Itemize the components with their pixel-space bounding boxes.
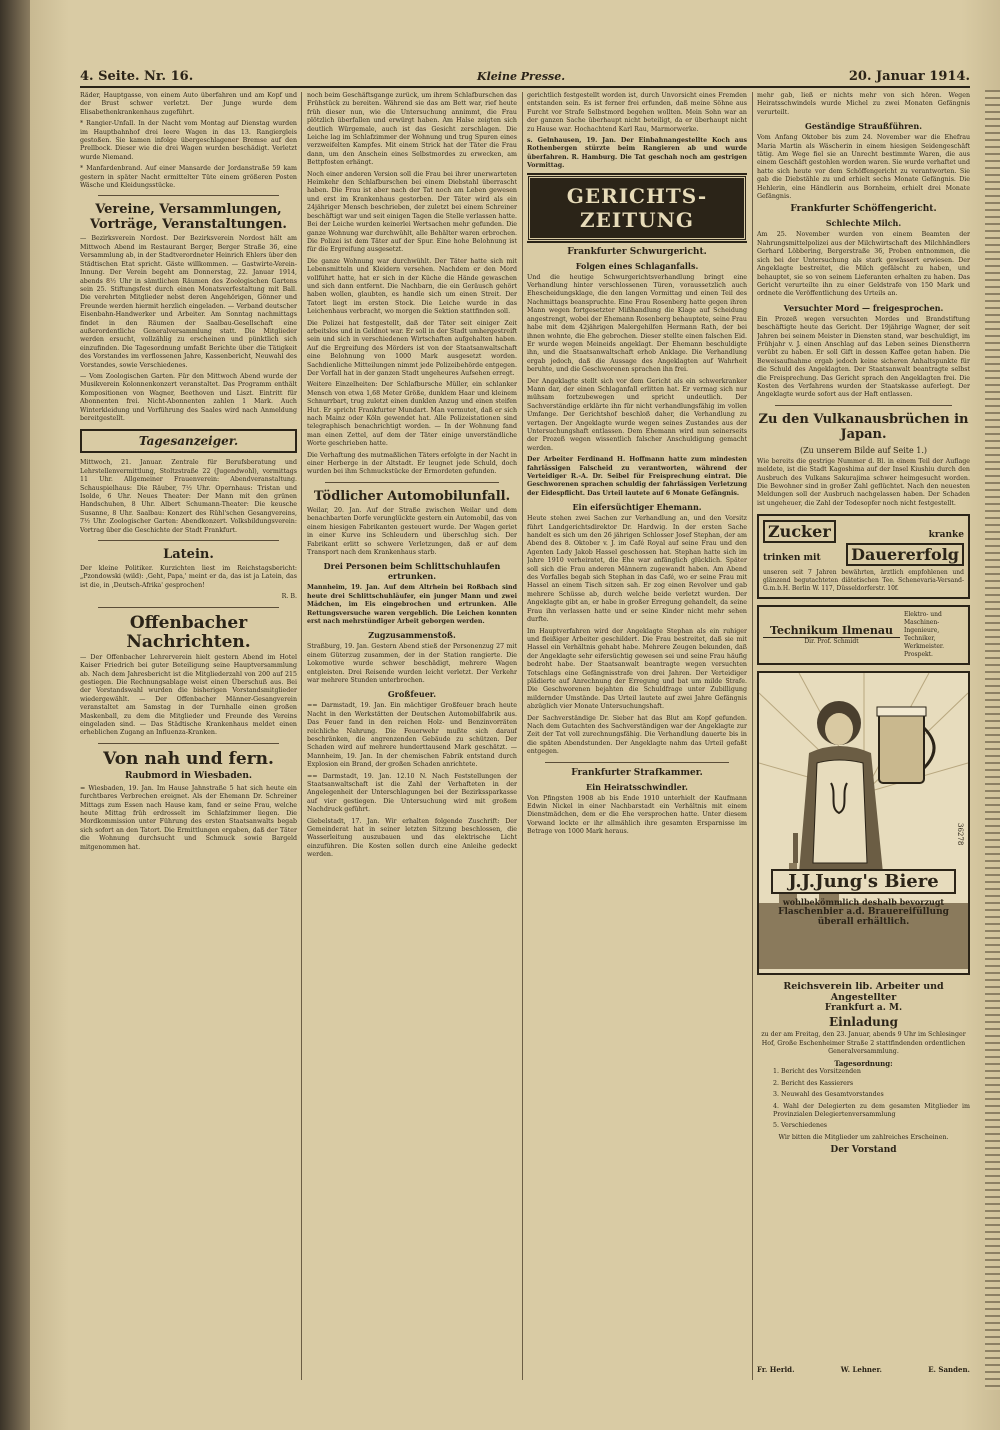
article-text: Weilar, 20. Jan. Auf der Straße zwischen Weilar und dem benachbarten Dorfe verunglückte gestern ein Automobil, das von einem hiesigen Fabrikanten gesteuert wurde. Der Wagen geriet in einer Kurve ins Schleudern und überschlug sich. Der Fabrikant erlitt so schwere Verletzungen, daß er auf dem Transport nach dem Krankenhaus starb. <box>307 506 517 556</box>
column-2 <box>307 92 517 1380</box>
article-text: == Darmstadt, 19. Jan. 12.10 N. Nach Feststellungen der Staatsanwaltschaft ist die Zahl der Verhafteten in der Angelegenheit der Unterschlagungen bei der Bezirkssparkasse auf vier gestiegen. Die Untersuchung wird mit großem Nachdruck geführt. <box>307 772 517 814</box>
article-text: Von Pfingsten 1908 ab bis Ende 1910 unterhielt der Kaufmann Edwin Nickel in einer Nachbarstadt ein Verhältnis mit einem Dienstmädchen, dem er die Ehe versprochen hatte. Unter diesem Vorwand lockte er ihr allmählich ihre gesamten Ersparnisse im Betrage von 1000 Mark heraus. <box>527 794 747 836</box>
article-heading: Zugzusammenstoß. <box>368 630 456 641</box>
article-text: — Bezirksverein Nordost. Der Bezirksverein Nordost hält am Mittwoch Abend im Restaurant Berger, Berger Straße 36, eine Versammlung ab, in der Stadtverordneter Heinrich Ehlers über den Städtischen Etat spricht. Gäste willkommen. — Gastwirte-Verein-Innung. Der Verein begeht am Donnerstag, 22. Januar 1914, abends 8½ Uhr in sämtlichen Räumen des Zoologischen Gartens sein 25. Stiftungsfest durch einen Monatsverfestaltung mit Ball. Die verehrten Mitglieder nebst deren Angehörigen, Gönner und Freunde werden hiermit herzlich eingeladen. — Verband deutscher Eisenbahn-Handwerker und Arbeiter. Am Sonntag nachmittags findet in den Räumen der Saalbau-Gesellschaft eine außerordentliche Generalversammlung statt. Die Mitglieder werden ersucht, vollzählig zu erscheinen und pünktlich sich einzufinden. Die Tagesordnung umfaßt Berichte über die Tätigkeit des Vorstandes im verflossenen Jahre, Kassenbericht, Neuwahl des Vorstandes, sowie Verschiedenes. <box>80 235 297 369</box>
announcement-agenda-title: Tagesordnung: <box>834 1059 893 1069</box>
agenda-item: 4. Wahl der Delegierten zu dem gesamten Mitglieder im Provinzialen Delegiertenversammlung <box>773 1102 970 1119</box>
article-text: Der Sachverständige Dr. Sieber hat das Blut am Kopf gefunden. Nach dem Gutachten des Sachverständigen war der Angeklagte zur Zeit der Tat voll zurechnungsfähig. Die Verhandlung dauerte bis in die späten Abendstunden. Der Angeklagte nahm das Urteil gefaßt entgegen. <box>527 714 747 756</box>
article-text: Am 25. November wurden von einem Beamten der Nahrungsmittelpolizei aus der Milchwirtschaft des Milchhändlers Gerhard Löbbering, Bergerstraße 36, Proben entnommen, die sich bei der Untersuchung als stark gewässert erwiesen. Der Angeklagte bestreitet, die Milch gefälscht zu haben, und behauptet, sie so von seinem Lieferanten erhalten zu haben. Das Gericht verurteilte ihn zu einer Geldstrafe von 150 Mark und ordnete die Veröffentlichung des Urteils an. <box>757 231 970 298</box>
article-subheading: Ein eifersüchtiger Ehemann. <box>572 502 702 513</box>
article-text: Die Polizei hat festgestellt, daß der Täter seit einiger Zeit arbeitslos und in Geldnot war. Er soll in der Stadt umhergestreift sein und sich in verschiedenen Wirtschaften aufgehalten haben. Auf die Ergreifung des Mörders ist von der Staatsanwaltschaft eine Belohnung von 1000 Mark ausgesetzt worden. Sachdienliche Mitteilungen nimmt jede Polizeibehörde entgegen. Der Vorfall hat in der ganzen Stadt ungeheures Aufsehen erregt. <box>307 319 517 377</box>
divider <box>98 195 279 196</box>
ad-line: überall erhältlich. <box>817 917 910 928</box>
announcement-einladung: Einladung <box>829 1015 898 1030</box>
paper-title: Kleine Presse. <box>477 69 566 83</box>
ad-line: Flaschenbier a.d. Brauereifüllung <box>778 907 949 918</box>
tagesanzeiger-heading: Tagesanzeiger. <box>80 429 297 453</box>
article-text: * Rangier-Unfall. In der Nacht vom Montag auf Dienstag wurden im Hauptbahnhof drei leere Wagen in das 13. Rangiergleis gestoßen. Sie kamen infolge übergeschlagener Bremse auf den Prellbock. Dieser wie die drei Wagen wurden beschädigt. Verletzt wurde Niemand. <box>80 120 297 161</box>
article-heading: Raubmord in Wiesbaden. <box>124 770 253 781</box>
column-rule <box>522 92 523 1380</box>
agenda-list <box>757 1068 970 1130</box>
article-text: Noch einer anderen Version soll die Frau bei ihrer unerwarteten Heimkehr den Schlafburschen bei einem Diebstahl überrascht haben. Die Frau ist aber nach der Tat noch am Leben gewesen und erst im Krankenhaus gestorben. Der Täter wird als ein 24jähriger Mensch beschrieben, der zuletzt bei einem Schreiner beschäftigt war und seit einigen Tagen die Stelle verlassen hatte. Bei der Leiche wurden keinerlei Wertsachen mehr gefunden. Die ganze Wohnung war durchwühlt, alle Behälter waren erbrochen. Die Polizei ist dem Täter auf der Spur. Eine hohe Belohnung ist für die Ergreifung ausgesetzt. <box>307 170 517 254</box>
article-subheading: (Zu unserem Bilde auf Seite 1.) <box>799 445 928 455</box>
column-rule <box>301 92 302 1380</box>
ad-word: kranke <box>928 530 964 541</box>
divider <box>775 405 952 406</box>
announcement-signatures <box>757 1365 970 1374</box>
announcement-title: Reichsverein lib. Arbeiter und Angestellter <box>783 981 944 1004</box>
article-text: = Wiesbaden, 19. Jan. Im Hause Jahnstraße 5 hat sich heute ein furchtbares Verbrechen ereignet. Als der Ehemann Dr. Schreiner Mittags zum Essen nach Hause kam, fand er seine Frau, welche heute Mittag früh erdrosselt im Schlafzimmer liegen. Die Mordkommission unter Führung des ersten Staatsanwalts begab sich sofort an den Tatort. Die Ermittlungen ergaben, daß der Täter die Wohnung durchsucht und Schmuck sowie Bargeld mitgenommen hat. <box>80 784 297 851</box>
article-text: Wie bereits die gestrige Nummer d. Bl. in einem Teil der Auflage meldete, ist die Stadt Kagoshima auf der Insel Kiushiu durch den Ausbruch des Vulkans Sakurajima schwer heimgesucht worden. Die Bewohner sind in großer Zahl geflüchtet. Nach den neuesten Meldungen soll der Ausbruch nachgelassen haben. Der Schaden ist ungeheuer, die Zahl der Todesopfer noch nicht festgestellt. <box>757 457 970 507</box>
beer-advertisement <box>757 671 970 975</box>
ad-line: wohlbekömmlich deshalb bevorzugt <box>782 897 945 908</box>
article-heading: Frankfurter Schöffengericht. <box>790 204 937 215</box>
ad-subtitle: Dir. Prof. Schmidt <box>804 638 859 646</box>
divider <box>325 482 499 483</box>
announcement-text: zu der am Freitag, den 23. Januar, abends 9 Uhr im Schlesinger Hof, Große Eschenheimer Straße 2 stattfindenden ordentlichen Generalversammlung. <box>761 1031 966 1056</box>
article-heading: Frankfurter Strafkammer. <box>571 767 703 778</box>
ad-text: Elektro- und Maschinen-Ingenieure, Techniker, Werkmeister. Prospekt. <box>904 611 945 659</box>
article-text: mehr gab, ließ er nichts mehr von sich hören. Wegen Heiratsschwindels wurde Michel zu zwei Monaten Gefängnis verurteilt. <box>757 92 970 116</box>
beer-ad-text <box>759 869 968 927</box>
divider <box>98 540 279 541</box>
divider <box>545 762 729 763</box>
page-header <box>80 66 970 88</box>
article-text: Giebelstadt, 17. Jan. Wir erhalten folgende Zuschrift: Der Gemeinderat hat in seiner letzten Sitzung beschlossen, die Wasserleitung auszubauen und das elektrische Licht einzuführen. Die Kosten sollen durch eine Anleihe gedeckt werden. <box>307 817 517 859</box>
gerichts-zeitung-banner: GERICHTS-ZEITUNG <box>527 175 747 241</box>
book-spine <box>0 0 30 1430</box>
section-heading: Latein. <box>163 547 214 563</box>
article-heading: Tödlicher Automobilunfall. <box>313 488 511 504</box>
article-text: Der kleine Politiker. Kurzichten liest im Reichstagsbericht: „Pzondowski (wild): ‚Geht, Papa,' meint er da, das ist ja Latein, das ist die, in ‚Deutsch-Afrika' gesprochen! <box>80 565 297 589</box>
ad-word: Zucker <box>763 520 836 543</box>
column-1 <box>80 92 297 1380</box>
article-text: Räder, Hauptgasse, von einem Auto überfahren und am Kopf und der Brust schwer verletzt. Der Junge wurde dem Elisabethenkrankenhaus zugeführt. <box>80 92 297 116</box>
article-text: Die Verhaftung des mutmaßlichen Täters erfolgte in der Nacht in einer Herberge in der Altstadt. Er leugnet jede Schuld, doch wurden bei ihm Schmuckstücke der Ermordeten gefunden. <box>307 451 517 476</box>
section-heading: Offenbacher Nachrichten. <box>126 612 251 652</box>
article-text: Weitere Einzelheiten: Der Schlafbursche Müller, ein schlanker Mensch von etwa 1,68 Meter Größe, dunklem Haar und kleinem Schnurrbart, trug zuletzt einen dunklen Anzug und einen steifen Hut. Er spricht Frankfurter Mundart. Man vermutet, daß er sich nach Mainz oder Köln gewendet hat. Alle Polizeistationen sind telegraphisch benachrichtigt worden. — In der Wohnung fand man einen Zettel, auf dem der Täter einige unverständliche Worte geschrieben hatte. <box>307 381 517 448</box>
article-text: — Der Offenbacher Lehrerverein hielt gestern Abend im Hotel Kaiser Friedrich bei guter Beteiligung seine Hauptversammlung ab. Nach dem Jahresbericht ist die Mitgliederzahl von 200 auf 215 gestiegen. Die Rechnungsablage weist einen Überschuß aus. Bei der Vorstandswahl wurden die bisherigen Vorstandsmitglieder wiedergewählt. — Der Offenbacher Männer-Gesangverein veranstaltet am Samstag in der Turnhalle einen großen Maskenball, zu dem die Mitglieder und Freunde des Vereins eingeladen sind. — Das Städtische Krankenhaus meldet einen erheblichen Zugang an Influenza-Kranken. <box>80 653 297 737</box>
article-heading: Frankfurter Schwurgericht. <box>567 246 707 257</box>
signature: Fr. Herld. <box>757 1365 795 1374</box>
ad-text: unseren seit 7 Jahren bewährten, ärztlich empfohlenen und glänzend begutachteten diätetischen Tee. Schenevaria-Versand-G.m.b.H. Berlin W. 117, Düsseldorferstr. 10f. <box>763 569 964 593</box>
article-subheading: Folgen eines Schlaganfalls. <box>575 260 699 271</box>
article-text: Mannheim, 19. Jan. Auf dem Altrhein bei Roßbach sind heute drei Schlittschuhläufer, ein junger Mann und zwei Mädchen, im Eis eingebrochen und ertrunken. Alle Rettungsversuche waren vergeblich. Die Leichen konnten erst nach mehrstündiger Arbeit geborgen werden. <box>307 584 517 625</box>
article-text: noch beim Geschäftsgange zurück, um ihrem Schlafburschen das Frühstück zu bereiten. Während sie das am Bett war, rief heute früh dieser nun, wie die Untersuchung annimmt, die Frau plötzlich überfallen und erwürgt haben. Am Halse zeigten sich deutlich Würgemale, auch ist das Gesicht zerschlagen. Die Leiche lag im Schlafzimmer der Wohnung und trug Spuren eines verzweifelten Kampfes. Mit einem Strick hat der Täter die Frau dann, um den Anschein eines Selbstmordes zu erwecken, am Bettpfosten erhängt. <box>307 92 517 167</box>
newspaper-page <box>30 0 1000 1430</box>
article-text: Mittwoch, 21. Januar. Zentrale für Berufsberatung und Lehrstellenvermittlung, Stoltzstraße 22 (Jugendwohl), vormittags 11 Uhr. Allgemeiner Frauenverein: Abendveranstaltung. Schauspielhaus: Die Räuber, 7½ Uhr. Opernhaus: Tristan und Isolde, 6 Uhr. Neues Theater: Der Mann mit den grünen Handschuhen, 8 Uhr. Albert Schumann-Theater: Die keusche Susanne, 8 Uhr. Saalbau: Konzert des Rühl'schen Gesangvereins, 7½ Uhr. Zoologischer Garten: Abendkonzert. Volksbildungsverein: Vortrag über die Geschichte der Stadt Frankfurt. <box>80 459 297 534</box>
article-text: Die ganze Wohnung war durchwühlt. Der Täter hatte sich mit Lebensmitteln und Kleidern versehen. Nachdem er den Mord vollführt hatte, hat er sich in der Küche die Hände gewaschen und sich dann entfernt. Die Nachbarn, die ein Geräusch gehört haben wollen, glaubten, es handle sich um einen Streit. Der Tatort liegt im ersten Stock. Die Leiche wurde in das Leichenhaus verbracht, wo morgen die Sektion stattfinden soll. <box>307 257 517 316</box>
column-rule <box>752 92 753 1380</box>
article-text: Ein Prozeß wegen versuchten Mordes und Brandstiftung beschäftigte heute das Gericht. Der 19jährige Wagner, der seit Jahren bei seinem Meister in Diensten stand, war beschuldigt, im Frühjahr v. J. einen Anschlag auf das Leben seines Dienstherrn verübt zu haben. Er soll Gift in dessen Kaffee getan haben. Die Beweisaufnahme ergab jedoch keine sicheren Anhaltspunkte für die Schuld des Angeklagten. Der Staatsanwalt beantragte selbst die Freisprechung. Das Gericht sprach den Angeklagten frei. Die Kosten des Verfahrens wurden der Staatskasse auferlegt. Der Angeklagte wurde sofort aus der Haft entlassen. <box>757 315 970 399</box>
signature: R. B. <box>281 593 297 601</box>
announcement-signoff: Der Vorstand <box>830 1145 897 1156</box>
article-text: Vom Anfang Oktober bis zum 24. November war die Ehefrau Maria Martin als Wäscherin in einem hiesigen Seidengeschäft tätig. Am Wege fiel sie an Unrecht bestimmte Waren, die aus einem Geschäft gestohlen worden waren. Sie wurde verhaftet und hatte sich heute vor dem Schöffengericht zu verantworten. Sie gab die Diebstähle zu und erhielt sechs Monate Gefängnis. Die Hehlerin, eine Händlerin aus Bornheim, erhielt drei Monate Gefängnis. <box>757 134 970 201</box>
signature: E. Sanden. <box>928 1365 970 1374</box>
article-subheading: Ein Heiratsschwindler. <box>586 781 688 792</box>
column-3 <box>527 92 747 1380</box>
ad-word: Dauererfolg <box>846 543 964 566</box>
announcement-city: Frankfurt a. M. <box>824 1003 903 1014</box>
agenda-item: 3. Neuwahl des Gesamtvorstandes <box>773 1091 884 1099</box>
divider <box>98 743 279 744</box>
divider <box>98 607 279 608</box>
article-heading: Großfeuer. <box>387 689 437 700</box>
article-heading: Zu den Vulkanausbrüchen in Japan. <box>758 411 969 442</box>
brand-name: J.J.Jung's Biere <box>771 869 956 894</box>
article-text: * Manfardenbrand. Auf einer Mansarde der Jordanstraße 59 kam gestern in später Nacht ermittelter Tüte einem größeren Posten Wäsche und Kleidungsstücke. <box>80 165 297 190</box>
article-text: Heute stehen zwei Sachen zur Verhandlung an, und den Vorsitz führt Landgerichtsdirektor Dr. Hardwig. In der ersten Sache handelt es sich um den 26 jährigen Schlosser Josef Stephan, der am Abend des 8. Oktober v. J. im Café Royal auf seine Frau und den Agenten Lady Jakob Hassel geschossen hat. Stephan hatte sich im Jahre 1910 verheiratet, die Ehe war anfänglich glücklich. Später soll sich die Frau anderen Männern zugewandt haben. Am Abend des Vorfalles begab sich Stephan in das Café, wo er seine Frau mit Hassel an einem Tisch sitzen sah. Er zog einen Revolver und gab mehrere Schüsse ab, durch welche beide verletzt wurden. Der Angeklagte gibt an, er habe in großer Erregung gehandelt, da seine Frau ihn verlassen hatte und er seine Kinder nicht mehr sehen durfte. <box>527 515 747 624</box>
article-subheading: Geständige Straußführen. <box>805 121 922 132</box>
ad-title: Technikum Ilmenau <box>763 624 900 638</box>
article-text: gerichtlich festgestellt worden ist, durch Unvorsicht eines Fremden entstanden sein. Es ist ferner frei erfunden, daß meine Söhne aus Furcht vor Strafe Selbstmord begehen wollten. Mein Sohn war an der ganzen Sache überhaupt nicht beteiligt, da er überhaupt nicht zu Hause war. Hochachtend Karl Rau, Marmorwerke. <box>527 92 747 133</box>
signature: W. Lehner. <box>840 1365 882 1374</box>
article-subheading: Schlechte Milch. <box>825 218 902 229</box>
announcement-text: Wir bitten die Mitglieder um zahlreiches Erscheinen. <box>778 1133 949 1141</box>
next-page-edge <box>985 90 1000 1390</box>
article-text: == Darmstadt, 19. Jan. Ein mächtiger Großfeuer brach heute Nacht in den Werkstätten der Deutschen Automobilfabrik aus. Das Feuer fand in den reichen Holz- und Benzinvorräten reichliche Nahrung. Die Feuerwehr mußte sich darauf beschränken, die angrenzenden Gebäude zu schützen. Der Schaden wird auf mehrere hunderttausend Mark geschätzt. — Mannheim, 19. Jan. In der chemischen Fabrik entstand durch Explosion ein Brand, der großen Schaden anrichtete. <box>307 702 517 769</box>
article-text: s. Gelnhausen, 19. Jan. Der Einbahnangestellte Koch aus Rothenbergen stürzte beim Rangieren ab und wurde überfahren. R. Hamburg. Die Tat geschah noch am gestrigen Vormittag. <box>527 137 747 170</box>
article-subheading: Versuchter Mord — freigesprochen. <box>783 302 944 313</box>
article-text: Der Angeklagte stellt sich vor dem Gericht als ein schwerkranker Mann dar, der einen Schlaganfall erlitten hat. Er vermag sich nur mühsam fortzubewegen und spricht undeutlich. Der Sachverständige erklärte ihn für nicht verhandlungsfähig im vollen Umfange. Der Gerichtshof beschloß daher, die Verhandlung zu vertagen. Der Angeklagte wurde wegen seines Zustandes aus der Untersuchungshaft entlassen. Dem Ehemann wird nun seinerseits der Prozeß wegen wissentlich falscher Anschuldigung gemacht werden. <box>527 377 747 452</box>
article-text: Der Arbeiter Ferdinand H. Hoffmann hatte zum mindesten fahrlässigen Falscheid zu verantworten, während der Verteidiger R.-A. Dr. Seibel für Freisprechung eintrat. Die Geschworenen sprachen schuldig der fahrlässigen Verletzung der Eidespflicht. Das Urteil lautete auf 6 Monate Gefängnis. <box>527 456 747 497</box>
ad-word: trinken mit <box>763 553 821 564</box>
article-text: Und die heutige Schwurgerichtsverhandlung bringt eine Verhandlung hinter verschlossenen Türen, voraussetzlich auch Ehescheidungsklage, die den langen Vormittag und einen Teil des Nachmittags beanspruchte. Eine Frau Rosenberg hatte gegen ihren Mann wegen fortgesetzter Mißhandlung die Klage auf Scheidung angestrengt, wobei der Ehemann Rosenberg behauptete, seine Frau habe mit dem 42jährigen Malergehilfen Hermann Rath, der bei ihnen wohnte, die Ehe gebrochen. Dieser stellte einen falschen Eid. Er wurde wegen Meineids angeklagt. Der Ehemann beschuldigte ihn, und die Staatsanwaltschaft erhob Anklage. Die Verhandlung ergab jedoch, daß die Aussage des Angeklagten auf Wahrheit beruhte, und die Geschworenen sprachen ihn frei. <box>527 273 747 374</box>
ad-code: 36278 <box>956 823 964 846</box>
technikum-advertisement <box>757 605 970 665</box>
article-text: — Vom Zoologischen Garten. Für den Mittwoch Abend wurde der Musikverein Kolonnenkonzert veranstaltet. Das Programm enthält Kompositionen von Wagner, Beethoven und Liszt. Eintritt für Abonnenten frei. Nicht-Abonnenten zahlen 1 Mark. Auch Winterkleidung und Vorführung des Saales wird nach Anmeldung bereitgestellt. <box>80 372 297 422</box>
zucker-advertisement <box>757 514 970 599</box>
page-number: 4. Seite. Nr. 16. <box>80 68 194 84</box>
article-text: Straßburg, 19. Jan. Gestern Abend stieß der Personenzug 27 mit einem Güterzug zusammen, der in der Station rangierte. Die Lokomotive wurde schwer beschädigt, mehrere Wagen entgleisten. Drei Reisende wurden leicht verletzt. Der Verkehr war mehrere Stunden unterbrochen. <box>307 643 517 684</box>
verein-announcement <box>757 981 970 1155</box>
section-heading: Von nah und fern. <box>103 748 274 769</box>
article-text: Im Hauptverfahren wird der Angeklagte Stephan als ein ruhiger und fleißiger Arbeiter geschildert. Die Frau bestreitet, daß sie mit Hassel ein Verhältnis gehabt habe. Mehrere Zeugen bekunden, daß der Angeklagte sehr eifersüchtig gewesen sei und seine Frau häufig bedroht habe. Der Staatsanwalt beantragte wegen versuchten Totschlags eine Gefängnisstrafe von drei Jahren. Der Verteidiger plädierte auf Anrechnung der Erregung und bat um milde Strafe. Die Geschworenen bejahten die Schuldfrage unter Zubilligung mildernder Umstände. Das Urteil lautete auf zwei Jahre Gefängnis abzüglich vier Monate Untersuchungshaft. <box>527 627 747 711</box>
section-heading: Vereine, Versammlungen, Vorträge, Veranstaltungen. <box>90 202 287 233</box>
agenda-item: 1. Bericht des Vorsitzenden <box>773 1068 861 1076</box>
article-heading: Drei Personen beim Schlittschuhlaufen ertrunken. <box>323 561 501 582</box>
agenda-item: 5. Verschiedenes <box>773 1122 828 1130</box>
column-4 <box>757 92 970 1380</box>
page-date: 20. Januar 1914. <box>848 68 970 84</box>
agenda-item: 2. Bericht des Kassierers <box>773 1079 854 1087</box>
